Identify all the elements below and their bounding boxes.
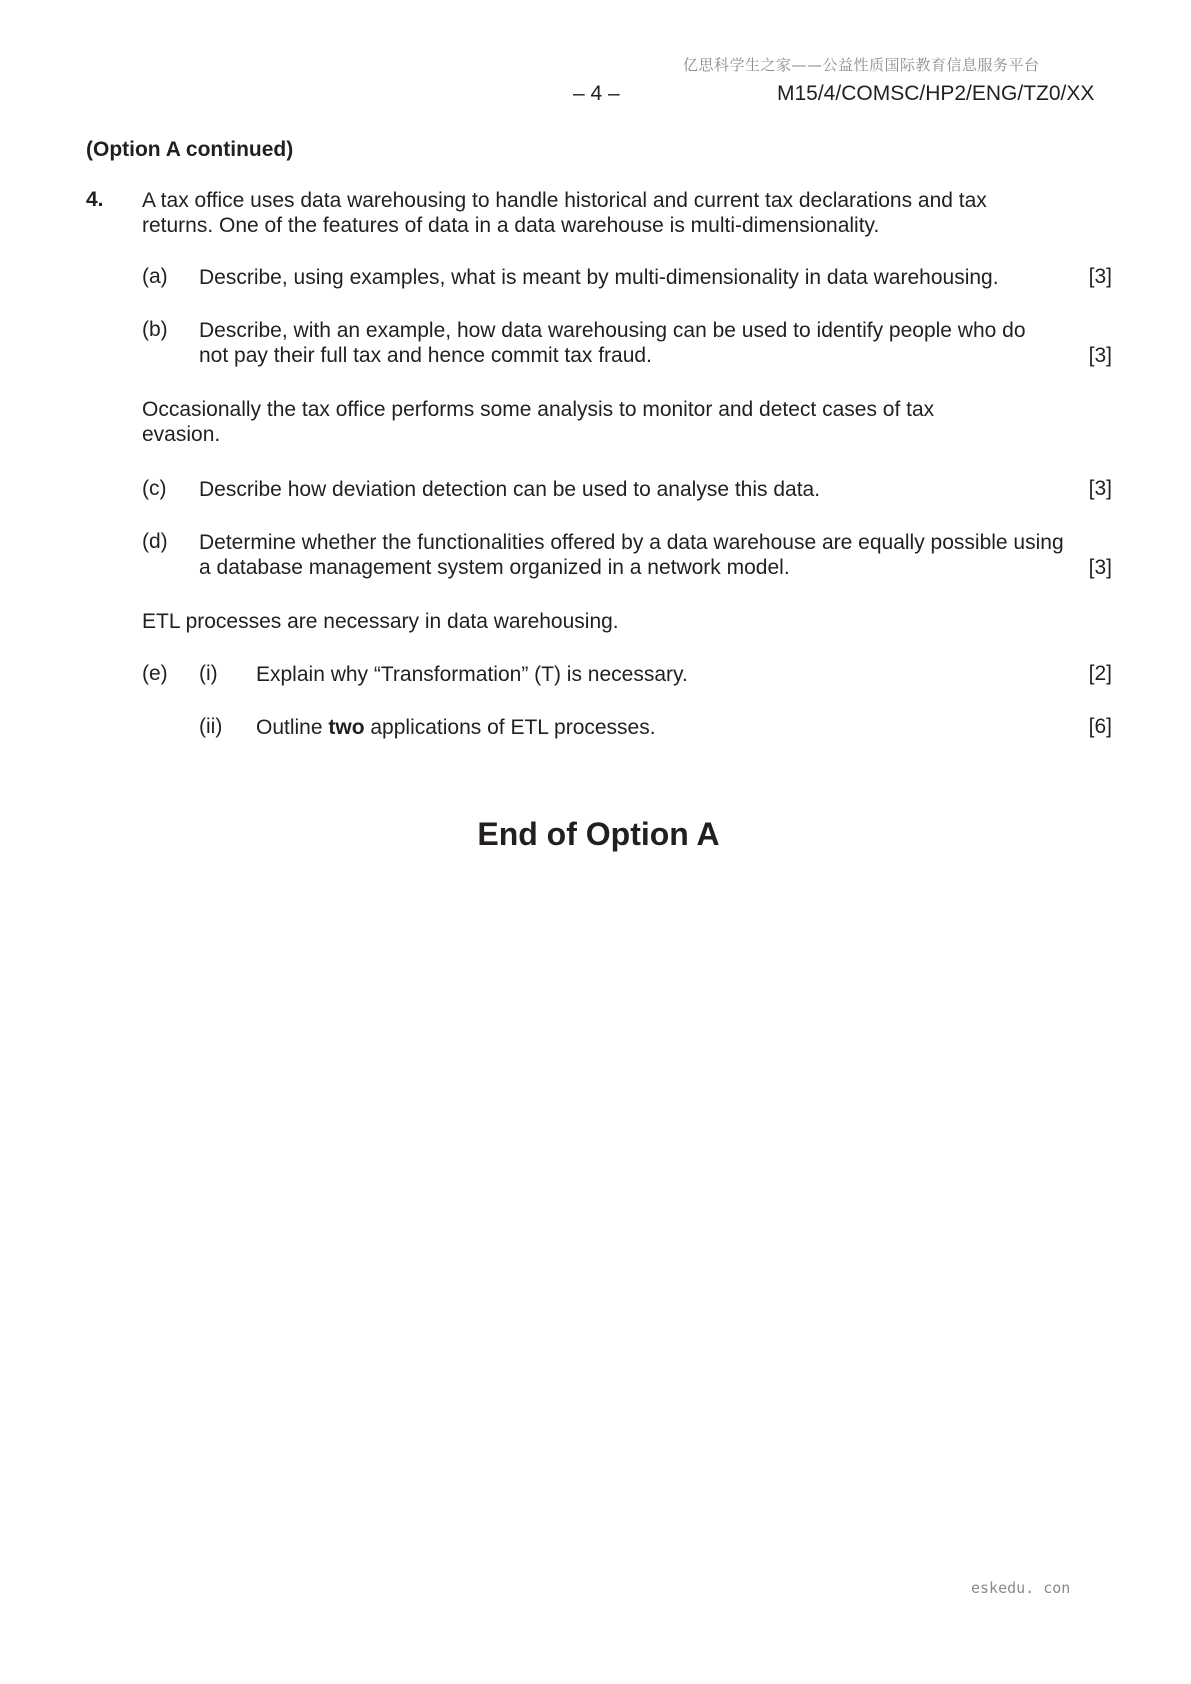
part-d-text: Determine whether the functionalities offered by a data warehouse are equally possible using a database management system organized in a network model. [199, 531, 1064, 579]
part-e-ii-text-before: Outline [256, 716, 329, 739]
footer-watermark: eskedu. con [971, 1579, 1071, 1597]
header-watermark: 亿思科学生之家——公益性质国际教育信息服务平台 [683, 56, 1040, 74]
part-e-ii-text [256, 715, 1056, 740]
part-a-marks: [3] [1088, 265, 1112, 288]
part-d-marks: [3] [1088, 556, 1112, 579]
part-c-text: Describe how deviation detection can be used to analyse this data. [199, 478, 821, 501]
part-b-label: (b) [142, 318, 168, 341]
question-number: 4. [86, 188, 104, 211]
part-e-ii-marks: [6] [1088, 715, 1112, 738]
paper-code: M15/4/COMSC/HP2/ENG/TZ0/XX [777, 82, 1095, 105]
part-e-ii-text-bold: two [328, 716, 365, 739]
part-a-label: (a) [142, 265, 168, 288]
page-number: – 4 – [573, 82, 620, 105]
part-e-i-marks: [2] [1088, 662, 1112, 685]
part-c-marks: [3] [1088, 477, 1112, 500]
part-e-i-label: (i) [199, 662, 218, 685]
question-intro: A tax office uses data warehousing to handle historical and current tax declarations and tax returns. One of the features of data in a data warehouse is multi-dimensionality. [142, 189, 987, 237]
part-e-i-text: Explain why “Transformation” (T) is necessary. [256, 663, 688, 686]
part-e-ii-label: (ii) [199, 715, 223, 738]
part-d-label: (d) [142, 530, 168, 553]
part-e-ii-text-after: applications of ETL processes. [364, 716, 656, 739]
part-e-label: (e) [142, 662, 168, 685]
part-b-text: Describe, with an example, how data warehousing can be used to identify people who do not pay their full tax and hence commit tax fraud. [199, 319, 1026, 367]
context-paragraph-2: ETL processes are necessary in data warehousing. [142, 610, 619, 633]
context-paragraph-1: Occasionally the tax office performs some analysis to monitor and detect cases of tax evasion. [142, 398, 935, 446]
part-b-marks: [3] [1088, 344, 1112, 367]
section-heading: (Option A continued) [86, 138, 294, 161]
part-c-label: (c) [142, 477, 167, 500]
end-of-option-heading: End of Option A [477, 816, 720, 852]
part-a-text: Describe, using examples, what is meant by multi-dimensionality in data warehousing. [199, 266, 999, 289]
